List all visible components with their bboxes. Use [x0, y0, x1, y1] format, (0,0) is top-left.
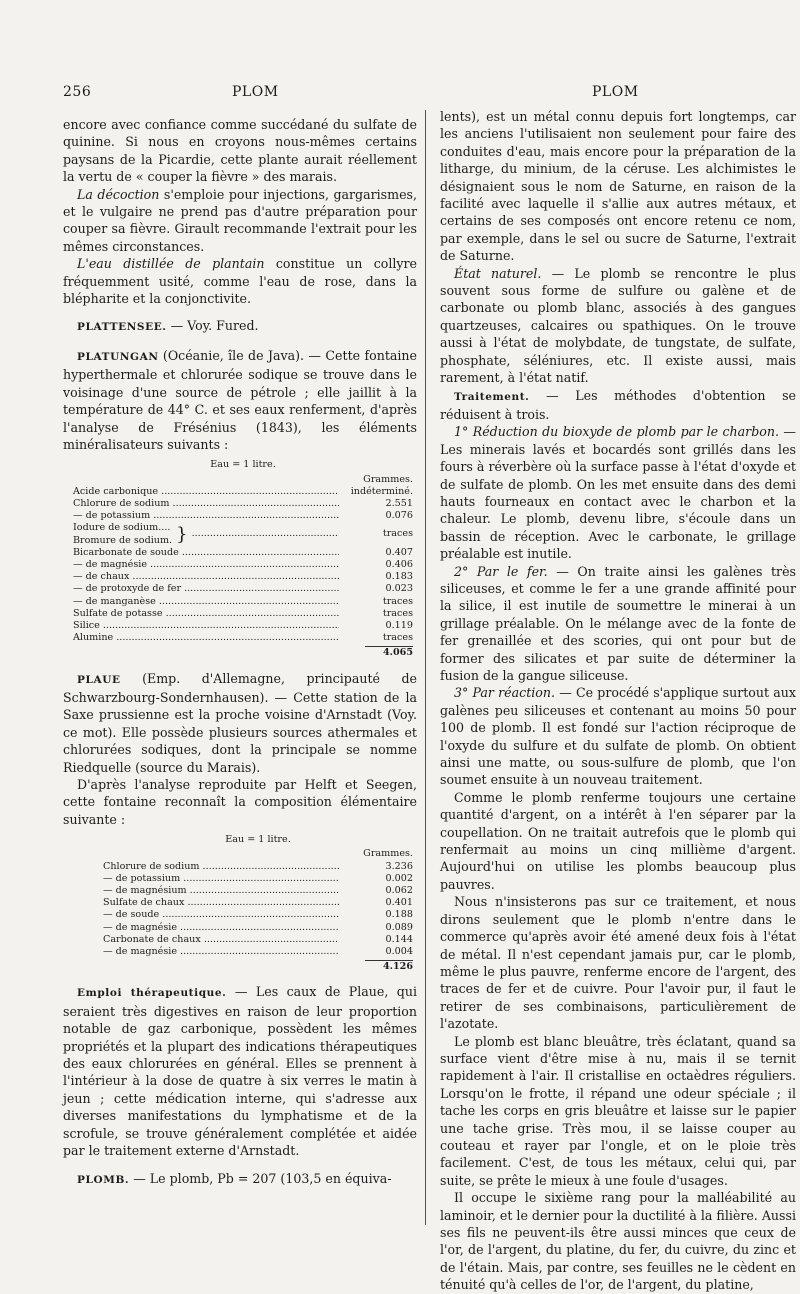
table-value: 0.188 [385, 909, 413, 921]
table-label: — de magnésium ..... [103, 885, 339, 897]
analysis-table-platungan [73, 459, 413, 659]
table-value: 0.089 [385, 921, 413, 933]
table-label: Iodure de sodium.... [73, 522, 171, 534]
left-column [63, 116, 417, 1189]
entry-plomb [63, 1170, 417, 1189]
entry-head-plattensee: PLATTENSEE. [77, 321, 167, 334]
table-value: 0.406 [385, 558, 413, 570]
table-row [73, 547, 413, 559]
term-etat-naturel: État naturel. [454, 265, 542, 281]
entry-head-plomb: PLOMB. [77, 1173, 130, 1186]
paragraph-method-1 [440, 423, 796, 562]
paragraph-decoction [63, 186, 417, 256]
paragraph-insisterons: Nous n'insisterons pas sur ce traitement, et nous dirons seulement que le plomb n'entre dans le commerce qu'après avoir été amené deux fois à l'état de métal. Il n'est cependant jamais pur, car le plomb, même le plus pauvre, renferme encore de l'argent, des traces de fer et de cuivre. Pour l'avoir pur, il faut le retirer de ses combinaisons, particulièrement de l'azotate. [440, 894, 796, 1032]
table-row [73, 632, 413, 644]
table-label: Chlorure de sodium ..... [103, 861, 339, 873]
table-label: Carbonate de chaux ..... [103, 934, 339, 946]
paragraph-blanc-bleuatre: Le plomb est blanc bleuâtre, très éclatant, quand sa surface vient d'être mise à nu, mais il se ternit rapidement à l'air. Il cristallise en octaèdres réguliers. Lorsqu'on le frotte, il répand une odeur spéciale ; il tache les corps en gris bleuâtre et laisse sur le papier une tache grise. Très mou, il se laisse couper au couteau et rayer par l'ongle, et on le ploie très facilement. C'est, de tous les métaux, celui qui, par suite, se prête le mieux à une foule d'usages. [440, 1033, 796, 1188]
paragraph-quinine: encore avec confiance comme succédané du sulfate de quinine. Si nous en croyons nous-mêmes certains paysans de la Picardie, cette plante aurait réellement la vertu de « couper la fièvre » des marais. [63, 117, 417, 185]
table-unit: Grammes. [363, 848, 413, 860]
running-head-left: PLOM [232, 84, 279, 100]
table-value: 3.236 [385, 860, 413, 872]
paragraph-plaue-analyse: D'après l'analyse reproduite par Helft et Seegen, cette fontaine reconnaît la composition élémentaire suivante : [63, 777, 417, 827]
table-value: traces [382, 595, 413, 607]
table-caption: Eau = 1 litre. [225, 834, 291, 846]
table-label: — de potassium ..... [103, 873, 339, 885]
column-divider [425, 110, 426, 1225]
table-value: 0.062 [385, 885, 413, 897]
entry-plattensee-text: — Voy. Fured. [170, 318, 259, 334]
paragraph-method-3 [440, 684, 796, 788]
table-label: — de manganèse ..... [73, 596, 339, 608]
dot-leader [192, 528, 339, 540]
table-unit: Grammes. [363, 473, 413, 485]
table-row [73, 498, 413, 510]
table-row [73, 486, 413, 498]
table-value: 0.119 [385, 619, 413, 631]
running-head-right: PLOM [592, 84, 639, 100]
table-row [103, 885, 413, 897]
table-value: 0.004 [385, 946, 413, 958]
table-label: — de magnésie ..... [103, 922, 339, 934]
table-row [103, 922, 413, 934]
entry-plattensee [63, 317, 417, 336]
table-label: — de potassium ..... [73, 510, 339, 522]
paragraph-method-2 [440, 563, 796, 685]
paragraph-method-3-text: — Ce procédé s'applique surtout aux galènes peu siliceuses et contenant au moins 50 pour 100 de plomb. Il est fondé sur l'action réciproque de l'oxyde du sulfure et du sulfate de plomb. On obtient ainsi une matte, ou sous-sulfure de plomb, que l'on soumet ensuite à un nouveau traitement. [440, 685, 796, 788]
paragraph-traitement [440, 387, 796, 424]
table-value: 0.401 [385, 897, 413, 909]
paragraph-argent: Comme le plomb renferme toujours une certaine quantité d'argent, on a intérêt à l'en séparer par la coupellation. On ne traitait autrefois que le plomb qui renfermait au moins un cinq millième d'argent. Aujourd'hui on utilise les plombs beaucoup plus pauvres. [440, 789, 796, 892]
term-eau-distillee: L'eau distillée de plantain [77, 256, 265, 272]
table-value: 0.407 [385, 546, 413, 558]
term-decoction: La décoction [77, 186, 160, 202]
entry-head-emploi: Emploi thérapeutique. [77, 987, 227, 1000]
term-method-3: 3° Par réaction. [454, 685, 555, 701]
table-label: Bromure de sodium. [73, 534, 173, 546]
entry-plomb-text: — Le plomb, Pb = 207 (103,5 en équiva- [133, 1170, 392, 1186]
entry-emploi [63, 983, 417, 1159]
table-value: 0.023 [385, 583, 413, 595]
entry-head-plaue: PLAUE [77, 673, 121, 686]
table-row [103, 897, 413, 909]
entry-platungan [63, 347, 417, 453]
table-row [73, 559, 413, 571]
paragraph-decoction-text: s'emploie pour injections, gargarismes, et le vulgaire ne prend pas d'autre préparation pour couper sa fièvre. Girault recommande l'extrait pour les mêmes circonstances. [63, 186, 417, 254]
table-value: traces [382, 528, 413, 540]
entry-emploi-text: — Les caux de Plaue, qui seraient très digestives en raison de leur proportion notable de gaz carbonique, possèdent les mêmes propriétés et la plupart des indications thérapeutiques des eaux chlorurées en général. Elles se prennent à l'intérieur à la dose de quatre à six verres le matin à jeun ; cette médication interne, qui s'adresse aux diverses manifestations du lymphatisme et de la scrofule, se trouve généralement complétée et aidée par le traitement externe d'Arnstadt. [63, 984, 417, 1159]
table-row [73, 583, 413, 595]
table-label: Chlorure de sodium ..... [73, 498, 339, 510]
brace-glyph: } [176, 523, 188, 545]
table-label: — de soude ..... [103, 909, 339, 921]
table-row [73, 620, 413, 632]
table-value: indéterminé. [350, 485, 413, 497]
table-row [73, 608, 413, 620]
table-label: Acide carbonique ..... [73, 486, 339, 498]
page-number: 256 [63, 84, 92, 100]
entry-head-platungan: PLATUNGAN [77, 350, 159, 363]
table-label: — de magnésie ..... [103, 946, 339, 958]
paragraph-etat-naturel-text: — Le plomb se rencontre le plus souvent sous forme de sulfure ou galène et de carbonate ou plomb blanc, associés à des gangues quartzeuses, calcaires ou spathiques. On le trouve aussi à l'état de molybdate, de tungstate, de sulfate, phosphate, séléniures, etc. Il existe aussi, mais rarement, à l'état natif. [440, 265, 796, 386]
paragraph-plomb-history: lents), est un métal connu depuis fort longtemps, car les anciens l'utilisaient non seulement pour faire des conduites d'eau, mais encore pour la préparation de la litharge, du minium, de la céruse. Les alchimistes le désignaient sous le nom de Saturne, en raison de la facilité avec laquelle il s'allie aux autres métaux, et certains de ses composés ont encore retenu ce nom, par exemple, dans le sel ou sucre de Saturne, l'extrait de Saturne. [440, 109, 796, 264]
table-value: 0.002 [385, 872, 413, 884]
table-label: Alumine ..... [73, 632, 339, 644]
term-traitement: Traitement. [454, 390, 530, 403]
entry-plaue-text: (Emp. d'Allemagne, principauté de Schwarzbourg-Sondernhausen). — Cette station de la Saxe prussienne est la proche voisine d'Arnstadt (Voy. ce mot). Elle possède plusieurs sources athermales et chlorurées sodiques, dont la principale se nomme Riedquelle (source du Marais). [63, 670, 417, 775]
table-label: — de protoxyde de fer ..... [73, 583, 339, 595]
table-row [103, 934, 413, 946]
table-label: Bicarbonate de soude ..... [73, 547, 339, 559]
term-method-2: 2° Par le fer. [454, 563, 548, 579]
table-value: 0.076 [385, 510, 413, 522]
table-value: 0.144 [385, 933, 413, 945]
table-value: traces [382, 632, 413, 644]
table-row [103, 909, 413, 921]
table-row [103, 946, 413, 958]
paragraph-eau-distillee [63, 255, 417, 307]
paragraph-method-2-text: — On traite ainsi les galènes très siliceuses, et comme le fer a une grande affinité pour la silice, il est inutile de soumettre le minerai à un grillage préalable. On le mélange avec de la fonte de fer grenaillée et des scories, qui ont pour but de former des silicates et par suite de déterminer la fusion de la gangue siliceuse. [440, 563, 796, 683]
table-row [103, 873, 413, 885]
table-row [103, 861, 413, 873]
paragraph-sixieme-rang: Il occupe le sixième rang pour la malléabilité au laminoir, et le dernier pour la ductilité à la filière. Aussi ses fils ne peuvent-ils être aussi minces que ceux de l'or, de l'argent, du platine, du fer, du cuivre, du zinc et de l'étain. Mais, par contre, ses feuilles ne le cèdent en ténuité qu'à celles de l'or, de l'argent, du platine, [440, 1190, 796, 1293]
entry-plaue [63, 670, 417, 776]
analysis-table-plaue [103, 834, 413, 973]
table-label: — de magnésie ..... [73, 559, 339, 571]
table-total: 4.065 [382, 647, 413, 659]
paragraph-eau-distillee-text: constitue un collyre fréquemment usité, comme l'eau de rose, dans la blépharite et la conjonctivite. [63, 256, 417, 307]
table-label: Sulfate de chaux ..... [103, 897, 339, 909]
table-value: 0.183 [385, 571, 413, 583]
paragraph-etat-naturel [440, 265, 796, 387]
right-column [440, 108, 796, 1294]
entry-platungan-text: (Océanie, île de Java). — Cette fontaine hyperthermale et chlorurée sodique se trouve dans le voisinage d'une source de pétrole ; elle jaillit à la température de 44° C. et ses eaux renferment, d'après l'analyse de Frésénius (1843), les éléments minéralisateurs suivants : [63, 347, 417, 452]
table-label: Sulfate de potasse ..... [73, 608, 339, 620]
table-label: — de chaux ..... [73, 571, 339, 583]
term-method-1: 1° Réduction du bioxyde de plomb par le charbon. [454, 424, 779, 440]
table-row-brace [73, 522, 413, 546]
table-label: Silice ..... [73, 620, 339, 632]
table-row [73, 510, 413, 522]
paragraph-method-1-text: — Les minerais lavés et bocardés sont grillés dans les fours à réverbère où la surface passe à l'état d'oxyde et de sulfate de plomb. On les met ensuite dans des demi hauts fourneaux en contact avec le charbon et la chaleur. Le plomb, devenu libre, s'écoule dans un bassin de réception. Avec le carbonate, le grillage préalable est inutile. [440, 424, 796, 562]
table-total: 4.126 [382, 961, 413, 973]
table-value: 2.551 [385, 497, 413, 509]
table-row [73, 596, 413, 608]
table-row [73, 571, 413, 583]
table-caption: Eau = 1 litre. [210, 459, 276, 471]
table-value: traces [382, 607, 413, 619]
paragraph-traitement-text: — Les méthodes d'obtention se réduisent à trois. [440, 387, 796, 422]
